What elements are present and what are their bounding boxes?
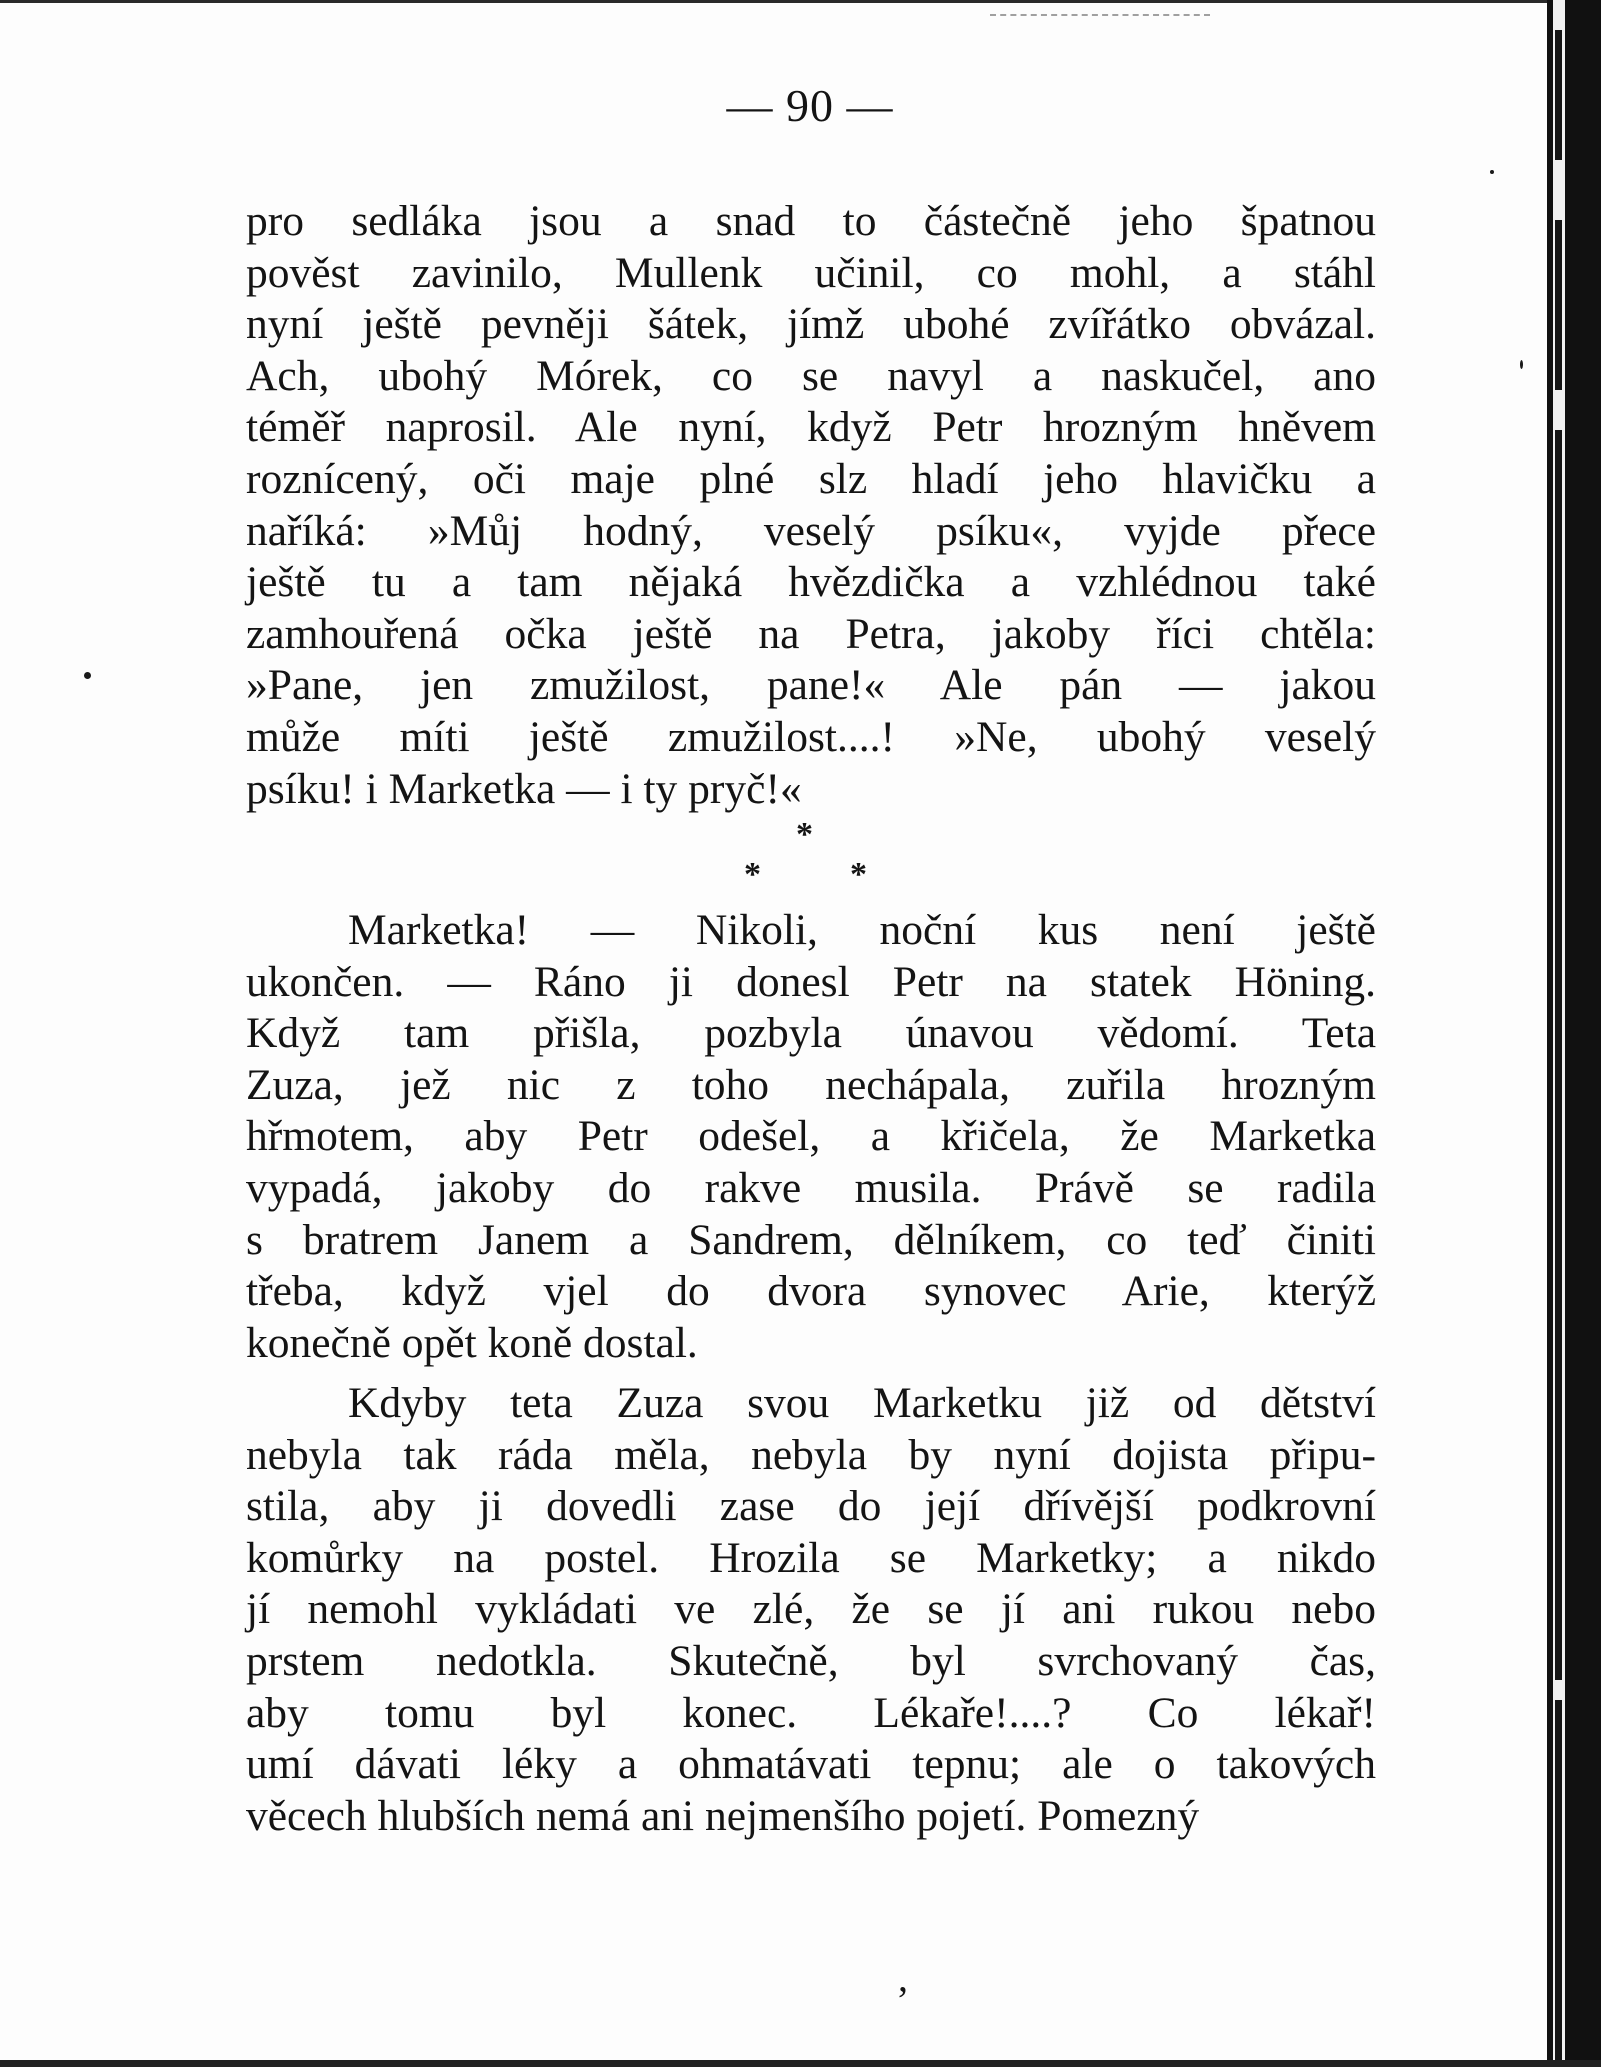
text-line: Zuza, jež nic z toho nechápala, zuřila hrozným xyxy=(246,1060,1376,1109)
page-number: — 90 — xyxy=(726,80,894,131)
right-gutter-line xyxy=(1555,220,1562,390)
top-page-edge xyxy=(0,0,1601,3)
text-line: Ach, ubohý Mórek, co se navyl a naskučel, ano xyxy=(246,351,1376,400)
text-line: nebyla tak ráda měla, nebyla by nyní dojista připu- xyxy=(246,1430,1376,1479)
text-line: jí nemohl vykládati ve zlé, že se jí ani rukou nebo xyxy=(246,1585,1376,1634)
paragraph-1 xyxy=(246,196,1376,815)
right-gutter-line xyxy=(1555,1700,1562,2060)
text-line: téměř naprosil. Ale nyní, když Petr hrozným hněvem xyxy=(246,403,1376,452)
text-line: vypadá, jakoby do rakve musila. Právě se radila xyxy=(246,1163,1376,1212)
stray-comma-mark: , xyxy=(898,1955,908,2000)
text-line: aby tomu byl konec. Lékaře!....? Co lékař! xyxy=(246,1688,1376,1737)
text-line: s bratrem Janem a Sandrem, dělníkem, co teď činiti xyxy=(246,1215,1376,1264)
right-gutter-line xyxy=(1555,430,1562,1680)
scan-speck xyxy=(1490,170,1494,174)
text-line: Když tam přišla, pozbyla únavou vědomí. Teta xyxy=(246,1009,1376,1058)
text-line: ukončen. — Ráno ji donesl Petr na statek Höning. xyxy=(246,957,1376,1006)
text-line: roznícený, oči maje plné slz hladí jeho hlavičku a xyxy=(246,454,1376,503)
text-line: pověst zavinilo, Mullenk učinil, co mohl, a stáhl xyxy=(246,248,1376,297)
text-line: stila, aby ji dovedli zase do její dřívější podkrovní xyxy=(246,1482,1376,1531)
asterisk-glyph: * xyxy=(850,856,867,893)
text-line: psíku! i Marketka — i ty pryč!« xyxy=(246,764,802,813)
text-line: komůrky na postel. Hrozila se Marketky; a nikdo xyxy=(246,1533,1376,1582)
text-line: ještě tu a tam nějaká hvězdička a vzhlédnou také xyxy=(246,558,1376,607)
right-gutter-line xyxy=(1555,30,1562,160)
scan-speck xyxy=(1520,360,1523,369)
text-line: »Pane, jen zmužilost, pane!« Ale pán — jakou xyxy=(246,661,1376,710)
section-break-asterism xyxy=(700,818,920,898)
text-line: třeba, když vjel do dvora synovec Arie, kterýž xyxy=(246,1267,1376,1316)
paragraph-2 xyxy=(246,905,1376,1369)
asterisk-glyph: * xyxy=(744,856,761,893)
text-line: Marketka! — Nikoli, noční kus není ještě xyxy=(348,906,1376,954)
text-line: naříká: »Můj hodný, veselý psíku«, vyjde přece xyxy=(246,506,1376,555)
text-line: zamhouřená očka ještě na Petra, jakoby říci chtěla: xyxy=(246,609,1376,658)
text-line: Kdyby teta Zuza svou Marketku již od dětství xyxy=(348,1379,1376,1427)
text-line: konečně opět koně dostal. xyxy=(246,1318,698,1367)
text-line: může míti ještě zmužilost....! »Ne, ubohý veselý xyxy=(246,712,1376,761)
text-line: umí dávati léky a ohmatávati tepnu; ale o takových xyxy=(246,1740,1376,1789)
asterisk-glyph: * xyxy=(796,816,813,853)
text-line: prstem nedotkla. Skutečně, byl svrchovaný čas, xyxy=(246,1636,1376,1685)
text-line: nyní ještě pevněji šátek, jímž ubohé zvířátko obvázal. xyxy=(246,300,1376,349)
bottom-page-edge xyxy=(0,2060,1601,2067)
top-edge-smudge xyxy=(990,14,1210,22)
text-line: pro sedláka jsou a snad to částečně jeho špatnou xyxy=(246,197,1376,245)
paragraph-3 xyxy=(246,1378,1376,1842)
text-line: hřmotem, aby Petr odešel, a křičela, že Marketka xyxy=(246,1112,1376,1161)
text-line: věcech hlubších nemá ani nejmenšího pojetí. Pomezný xyxy=(246,1791,1200,1840)
scan-speck xyxy=(84,672,91,679)
